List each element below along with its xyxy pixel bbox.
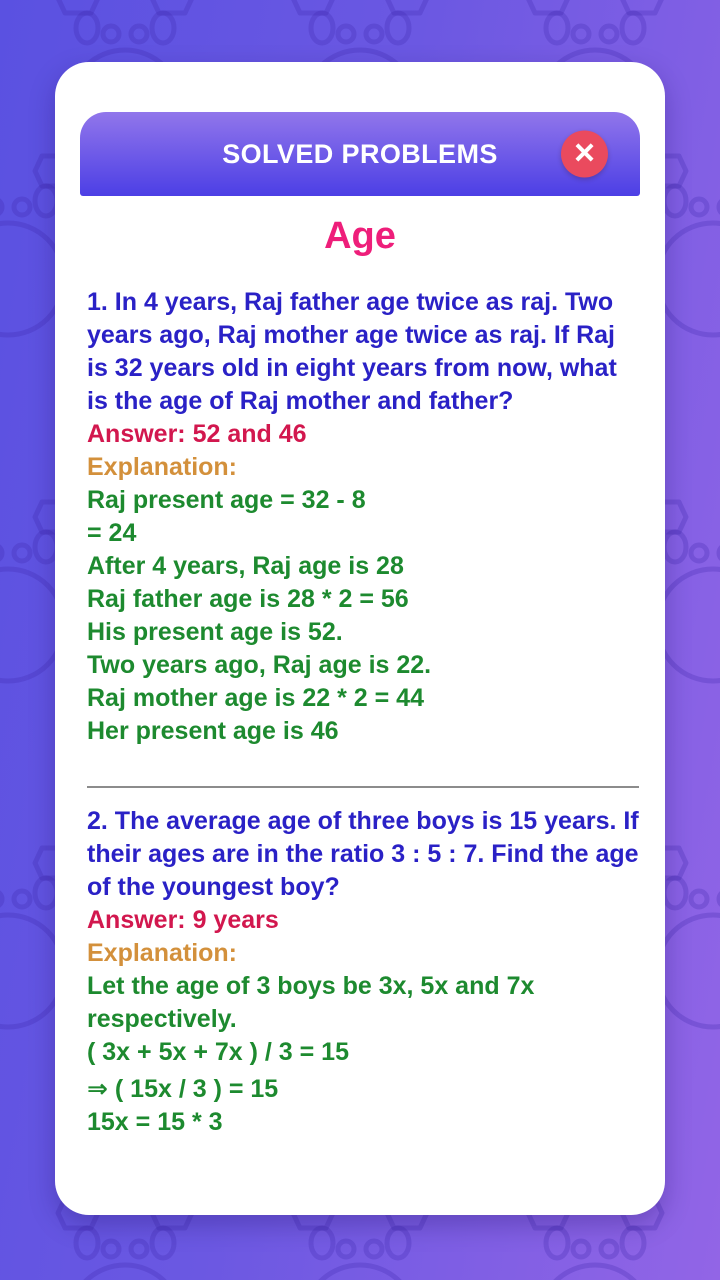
divider — [87, 786, 639, 788]
explanation-line: Raj mother age is 22 * 2 = 44 — [87, 684, 424, 712]
explanation-line: His present age is 52. — [87, 618, 343, 646]
explanation-line: Two years ago, Raj age is 22. — [87, 651, 432, 679]
close-button[interactable] — [561, 131, 608, 178]
close-icon: × — [573, 131, 596, 173]
explanation-line: = 24 — [87, 519, 137, 547]
header-title: SOLVED PROBLEMS — [222, 138, 498, 169]
problems-list[interactable] — [55, 256, 665, 1139]
answer-text: Answer: 52 and 46 — [87, 420, 307, 448]
explanation-line: 15x = 15 * 3 — [87, 1108, 223, 1136]
explanation-line: Let the age of 3 boys be 3x, 5x and 7x respectively. — [87, 972, 535, 1033]
explanation-line: Her present age is 46 — [87, 717, 339, 745]
explanation-line: ( 3x + 5x + 7x ) / 3 = 15 — [87, 1038, 349, 1066]
explanation-line: After 4 years, Raj age is 28 — [87, 552, 404, 580]
card-header — [80, 112, 640, 196]
explanation-label: Explanation: — [87, 453, 238, 481]
problem-2 — [87, 805, 639, 1139]
question-text: 2. The average age of three boys is 15 years. If their ages are in the ratio 3 : 5 : 7. Find the age of the youngest boy? — [87, 807, 639, 901]
question-text: 1. In 4 years, Raj father age twice as raj. Two years ago, Raj mother age twice as raj. If Raj is 32 years old in eight years from now, what is the age of Raj mother and father? — [87, 288, 617, 415]
solved-problems-card — [55, 62, 665, 1215]
explanation-line: ⇒ ( 15x / 3 ) = 15 — [87, 1075, 279, 1103]
answer-text: Answer: 9 years — [87, 906, 279, 934]
problem-1 — [87, 286, 639, 748]
explanation-label: Explanation: — [87, 939, 238, 967]
explanation-line: Raj present age = 32 - 8 — [87, 486, 366, 514]
topic-title: Age — [324, 215, 396, 257]
explanation-line: Raj father age is 28 * 2 = 56 — [87, 585, 409, 613]
